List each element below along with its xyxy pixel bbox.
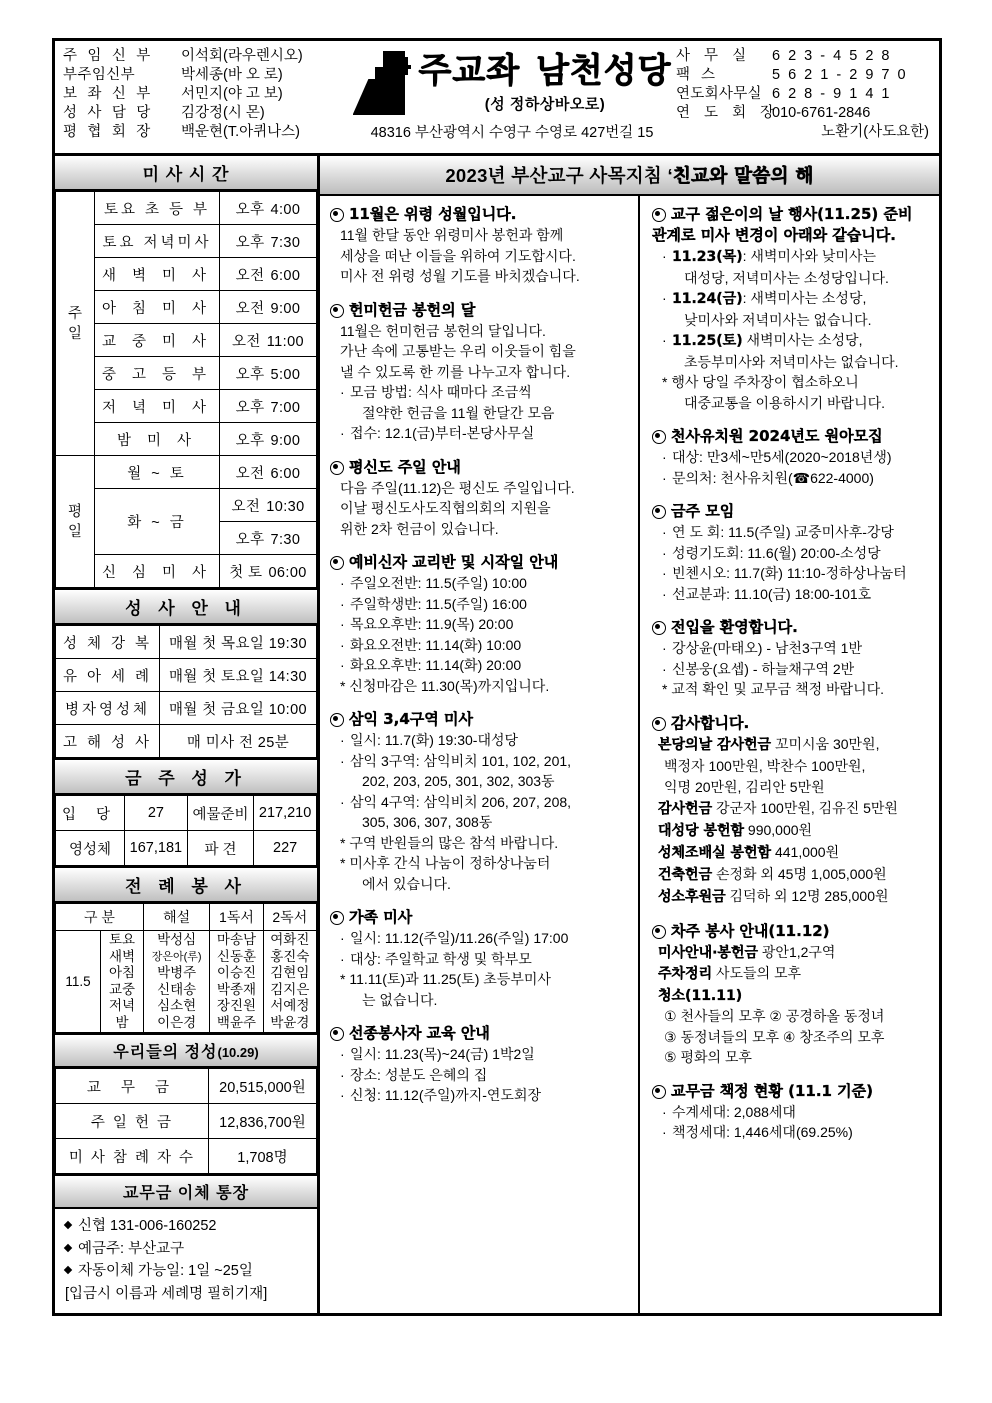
thanks-line: 감사헌금 강군자 100만원, 김유진 5만원 xyxy=(658,799,898,817)
mass-time: 오전 6:00 xyxy=(220,456,317,489)
table-row xyxy=(56,796,317,831)
notice-item xyxy=(652,617,931,700)
sacrament-name: 유 아 세 례 xyxy=(56,659,160,692)
next-week-group: ① 천사들의 모후 ② 공경하올 동정녀 xyxy=(664,1008,885,1024)
left-column xyxy=(55,156,320,1313)
thanks-line: 대성당 봉헌함 990,000원 xyxy=(658,821,813,839)
notice-bullet-cont: 낮미사와 저녁미사는 없습니다. xyxy=(684,311,872,328)
page-title: 2023년 부산교구 사목지침 ‘친교와 말씀의 해 xyxy=(320,156,939,196)
notice-bullet-cont: 는 없습니다. xyxy=(362,991,438,1008)
page-body xyxy=(55,156,939,1313)
notice-item xyxy=(652,204,931,413)
table-row xyxy=(56,626,317,659)
bullseye-bullet-icon xyxy=(330,556,344,570)
mass-name: 토요 저녁미사 xyxy=(95,225,220,258)
sacrament-name: 성 체 강 복 xyxy=(56,626,160,659)
notice-bullet: · 선교분과: 11.10(금) 18:00-101호 xyxy=(662,585,872,602)
table-row xyxy=(56,423,317,456)
church-logo-icon xyxy=(353,49,411,115)
liturgy-col-division: 구 분 xyxy=(56,904,144,931)
contact-label: 팩 스 xyxy=(676,67,719,83)
notice-bullet: · 책정세대: 1,446세대(69.25%) xyxy=(662,1124,853,1140)
mass-name: 신 심 미 사 xyxy=(95,555,220,588)
offering-label: 주 일 헌 금 xyxy=(56,1104,209,1139)
offering-value: 1,708명 xyxy=(208,1139,316,1174)
mass-time: 오후 9:00 xyxy=(220,423,317,456)
next-week-group: ⑤ 평화의 모후 xyxy=(664,1049,752,1065)
notice-line: 다음 주일(11.12)은 평신도 주일입니다. xyxy=(340,479,575,496)
table-row xyxy=(56,324,317,357)
notice-bullet: · 11.25(토) 새벽미사는 소성당, xyxy=(662,332,863,349)
mass-name: 저 녁 미 사 xyxy=(95,390,220,423)
mass-time: 오후 5:00 xyxy=(220,357,317,390)
notice-title: 차주 봉사 안내(11.12) xyxy=(652,921,931,941)
church-title xyxy=(419,51,672,91)
mass-time: 첫 토 06:00 xyxy=(220,555,317,588)
notice-bullet: · 화요오전반: 11.14(화) 10:00 xyxy=(340,636,522,653)
notice-bullet: · 주일학생반: 11.5(주일) 16:00 xyxy=(340,595,527,612)
notice-bullet: · 화요오후반: 11.14(화) 20:00 xyxy=(340,657,522,673)
contact-value: 5 6 2 1 - 2 9 7 0 xyxy=(772,67,908,83)
notice-item xyxy=(330,204,630,287)
page-header xyxy=(55,41,939,156)
right-side xyxy=(320,156,939,1313)
notice-bullet-cont: 에서 있습니다. xyxy=(362,875,451,892)
mass-time: 오전 10:30 xyxy=(220,489,317,522)
notice-title: 전입을 환영합니다. xyxy=(652,617,931,637)
notice-bullet: · 일시: 11.12(주일)/11.26(주일) 17:00 xyxy=(340,930,569,946)
mass-time: 오전 6:00 xyxy=(220,258,317,291)
thanks-line: 성체조배실 봉헌함 441,000원 xyxy=(658,843,840,861)
thanks-line: 건축헌금 손정화 외 45명 1,005,000원 xyxy=(658,865,887,883)
table-row xyxy=(56,291,317,324)
table-row xyxy=(56,1069,317,1104)
notice-line: 미사 전 위령 성월 기도를 바치겠습니다. xyxy=(340,268,580,284)
notice-note: * 미사후 간식 나눔이 정하상나눔터 xyxy=(340,855,551,871)
contact-value: 6 2 3 - 4 5 2 8 xyxy=(772,48,892,64)
hymns-table xyxy=(55,795,317,866)
offering-label: 미 사 참 례 자 수 xyxy=(56,1139,209,1174)
notice-bullet: · 목요오후반: 11.9(목) 20:00 xyxy=(340,616,514,632)
thanks-line: 백정자 100만원, 박찬수 100만원, xyxy=(664,757,866,774)
notice-title: 예비신자 교리반 및 시작일 안내 xyxy=(330,552,630,572)
notices-area xyxy=(320,196,939,1313)
parish-dues-item xyxy=(652,1081,931,1143)
table-row xyxy=(56,931,317,1033)
contact-row xyxy=(676,104,931,123)
sacrament-name: 고 해 성 사 xyxy=(56,725,160,758)
notice-bullet: · 빈첸시오: 11.7(화) 11:10-정하상나눔터 xyxy=(662,565,907,581)
bullseye-bullet-icon xyxy=(652,430,666,444)
diamond-bullet-icon xyxy=(64,1266,72,1274)
hymn-value: 167,181 xyxy=(125,831,188,866)
notice-bullet: · 삼익 3구역: 삼익비치 101, 102, 201, xyxy=(340,752,572,769)
bullseye-bullet-icon xyxy=(330,304,344,318)
table-row xyxy=(56,258,317,291)
offering-label: 교 무 금 xyxy=(56,1069,209,1104)
bulletin-sheet xyxy=(52,38,942,1316)
bullseye-bullet-icon xyxy=(330,208,344,222)
bullseye-bullet-icon xyxy=(652,717,666,731)
bullseye-bullet-icon xyxy=(652,505,666,519)
mass-name: 밤 미 사 xyxy=(95,423,220,456)
staff-row xyxy=(63,47,348,66)
hymn-label: 파 견 xyxy=(187,831,253,866)
notice-bullet: · 연 도 회: 11.5(주일) 교중미사후-강당 xyxy=(662,524,894,540)
notice-bullet: · 성령기도회: 11.6(월) 20:00-소성당 xyxy=(662,544,881,561)
notice-title: 선종봉사자 교육 안내 xyxy=(330,1023,630,1043)
staff-role: 보 좌 신 부 xyxy=(63,86,154,102)
table-row xyxy=(56,692,317,725)
notices-column-middle xyxy=(320,196,640,1313)
staff-name: 이석회(라우렌시오) xyxy=(181,48,303,64)
bullseye-bullet-icon xyxy=(330,713,344,727)
sacraments-heading: 성 사 안 내 xyxy=(55,588,317,625)
notice-note: * 11.11(토)과 11.25(토) 초등부미사 xyxy=(340,971,551,987)
table-row xyxy=(56,831,317,866)
liturgy-service-table xyxy=(55,903,317,1033)
hymn-value: 217,210 xyxy=(254,796,317,831)
sacrament-value: 매 미사 전 25분 xyxy=(160,725,317,758)
next-week-item xyxy=(652,921,931,1068)
staff-list xyxy=(63,47,348,149)
table-row xyxy=(56,456,317,489)
staff-role: 성 사 담 당 xyxy=(63,105,154,121)
liturgy-heading: 전 례 봉 사 xyxy=(55,866,317,903)
church-prefix: 주교좌 xyxy=(418,51,521,91)
diamond-bullet-icon xyxy=(64,1243,72,1251)
notice-bullet: · 문의처: 천사유치원(☎622-4000) xyxy=(662,469,874,486)
liturgy-date: 11.5 xyxy=(56,931,101,1033)
contact-value: 010-6761-2846 xyxy=(772,105,871,121)
notice-bullet: · 접수: 12.1(금)부터-본당사무실 xyxy=(340,425,535,441)
table-row xyxy=(56,1104,317,1139)
notice-title: 삼익 3,4구역 미사 xyxy=(330,709,630,729)
table-row xyxy=(56,555,317,588)
notice-item xyxy=(330,457,630,540)
staff-role: 주 임 신 부 xyxy=(63,48,154,64)
mass-name: 중 고 등 부 xyxy=(95,357,220,390)
bullseye-bullet-icon xyxy=(330,1027,344,1041)
thanks-line: 본당의날 감사헌금 꼬미시움 30만원, xyxy=(658,735,880,753)
notice-bullet: · 모금 방법: 식사 때마다 조금씩 xyxy=(340,384,532,400)
bullseye-bullet-icon xyxy=(652,208,666,222)
notice-bullet: · 대상: 만3세~만5세(2020~2018년생) xyxy=(662,449,892,465)
table-row xyxy=(56,357,317,390)
offering-value: 20,515,000원 xyxy=(208,1069,316,1104)
church-identity xyxy=(348,47,676,149)
table-header-row xyxy=(56,904,317,931)
liturgy-slots: 토요 새벽 아침 교중 저녁 밤 xyxy=(101,931,144,1033)
notice-item xyxy=(652,501,931,604)
mass-time: 오후 4:00 xyxy=(220,192,317,225)
notice-bullet: · 일시: 11.23(목)~24(금) 1박2일 xyxy=(340,1046,535,1062)
next-week-line: 미사안내·봉헌금 광안1,2구역 xyxy=(658,943,836,961)
notice-title: 교구 젊은이의 날 행사(11.25) 준비 xyxy=(652,204,931,224)
notice-bullet: · 대상: 주일학교 학생 및 학부모 xyxy=(340,950,532,967)
sacraments-table xyxy=(55,625,317,758)
notice-line: 위한 2차 헌금이 있습니다. xyxy=(340,520,499,537)
staff-row xyxy=(63,104,348,123)
table-row xyxy=(56,1139,317,1174)
table-row xyxy=(56,489,317,522)
notice-line: 11월 한달 동안 위령미사 봉헌과 함께 xyxy=(340,227,564,243)
mass-name: 토요 초 등 부 xyxy=(95,192,220,225)
account-note: [입금시 이름과 세례명 필히기재] xyxy=(65,1285,268,1302)
notice-bullet: · 11.23(목): 새벽미사와 낮미사는 xyxy=(662,248,876,265)
notice-bullet-cont: 202, 203, 205, 301, 302, 303동 xyxy=(362,773,555,789)
mass-time: 오전 11:00 xyxy=(220,324,317,357)
hymn-value: 27 xyxy=(125,796,188,831)
notice-note: * 구역 반원들의 많은 참석 바랍니다. xyxy=(340,834,559,851)
mass-group-sunday: 주 일 xyxy=(56,192,95,456)
notice-bullet: · 장소: 성분도 은혜의 집 xyxy=(340,1066,488,1083)
table-row xyxy=(56,225,317,258)
notice-line: 이날 평신도사도직협의회의 지원을 xyxy=(340,500,551,516)
account-line: 자동이체 가능일: 1일 ~25일 xyxy=(65,1260,309,1283)
notice-line: 가난 속에 고통받는 우리 이웃들이 힘을 xyxy=(340,343,576,359)
account-heading: 교무금 이체 통장 xyxy=(55,1174,317,1209)
notice-title: 평신도 주일 안내 xyxy=(330,457,630,477)
account-info xyxy=(55,1209,317,1313)
notice-bullet: · 신봉웅(요셉) - 하늘채구역 2반 xyxy=(662,660,855,677)
table-row xyxy=(56,725,317,758)
notice-item xyxy=(330,552,630,696)
sacrament-name: 병자영성체 xyxy=(56,692,160,725)
notice-bullet: · 삼익 4구역: 삼익비치 206, 207, 208, xyxy=(340,793,572,810)
staff-name: 김강정(시 몬) xyxy=(181,105,265,121)
notice-bullet: · 11.24(금): 새벽미사는 소성당, xyxy=(662,290,867,307)
mass-time: 오후 7:30 xyxy=(220,522,317,555)
mass-name: 아 침 미 사 xyxy=(95,291,220,324)
staff-role: 평 협 회 장 xyxy=(63,124,154,140)
church-address: 48316 부산광역시 수영구 수영로 427번길 15 xyxy=(370,125,654,141)
contact-value: 6 2 8 - 9 1 4 1 xyxy=(772,86,892,102)
table-row xyxy=(56,192,317,225)
contact-label: 연도회사무실 xyxy=(676,86,762,102)
notice-bullet: · 신청: 11.12(주일)까지-연도회장 xyxy=(340,1087,542,1103)
thanks-item xyxy=(652,713,931,908)
mass-name: 화 ~ 금 xyxy=(95,489,220,555)
mass-name: 새 벽 미 사 xyxy=(95,258,220,291)
liturgy-col-reading2: 2독서 xyxy=(263,904,316,931)
next-week-line: 주차정리 사도들의 모후 xyxy=(658,965,802,982)
notice-bullet-cont: 대중교통을 이용하시기 바랍니다. xyxy=(684,394,886,411)
notice-item xyxy=(652,426,931,488)
sacrament-value: 매월 첫 금요일 10:00 xyxy=(160,692,317,725)
bullseye-bullet-icon xyxy=(652,621,666,635)
hymn-label: 예물준비 xyxy=(187,796,253,831)
hymn-value: 227 xyxy=(254,831,317,866)
contact-label: 연 도 회 장 xyxy=(676,105,780,121)
bullseye-bullet-icon xyxy=(330,911,344,925)
church-name: 남천성당 xyxy=(536,51,672,91)
bullseye-bullet-icon xyxy=(652,1085,666,1099)
notice-item xyxy=(330,300,630,444)
liturgy-reading2: 여화진 홍진숙 김현임 김지은 서예정 박윤경 xyxy=(263,931,316,1033)
staff-role: 부주임신부 xyxy=(63,67,136,83)
offerings-table xyxy=(55,1068,317,1174)
hymns-heading: 금 주 성 가 xyxy=(55,758,317,795)
thanks-line: 성소후원금 김덕하 외 12명 285,000원 xyxy=(658,887,889,905)
notice-line: 11월은 헌미헌금 봉헌의 달입니다. xyxy=(340,322,546,339)
staff-name: 백운현(T.아퀴나스) xyxy=(181,124,300,140)
mass-name: 월 ~ 토 xyxy=(95,456,220,489)
mass-schedule-heading: 미 사 시 간 xyxy=(55,156,317,191)
sacrament-value: 매월 첫 목요일 19:30 xyxy=(160,626,317,659)
notice-note: * 교적 확인 및 교무금 책정 바랍니다. xyxy=(662,681,885,697)
contact-label: 사 무 실 xyxy=(676,48,752,64)
mass-time: 오후 7:30 xyxy=(220,225,317,258)
notice-title: 천사유치원 2024년도 원아모집 xyxy=(652,426,931,446)
diamond-bullet-icon xyxy=(64,1221,72,1229)
notice-title-cont: 관계로 미사 변경이 아래와 같습니다. xyxy=(652,226,896,244)
notice-bullet: · 주일오전반: 11.5(주일) 10:00 xyxy=(340,575,527,591)
notice-bullet: · 일시: 11.7(화) 19:30-대성당 xyxy=(340,732,519,748)
notice-item xyxy=(330,709,630,894)
notice-bullet: · 강상윤(마태오) - 남천3구역 1반 xyxy=(662,640,862,656)
staff-row xyxy=(63,123,348,142)
notice-title: 헌미헌금 봉헌의 달 xyxy=(330,300,630,320)
contact-list xyxy=(676,47,931,149)
contact-row xyxy=(676,47,931,66)
notice-title: 금주 모임 xyxy=(652,501,931,521)
notice-note: * 행사 당일 주차장이 협소하오니 xyxy=(662,374,859,390)
notice-item xyxy=(330,1023,630,1106)
notice-bullet-cont: 절약한 헌금을 11월 한달간 모음 xyxy=(362,404,555,421)
liturgy-col-reading1: 1독서 xyxy=(210,904,263,931)
staff-row xyxy=(63,85,348,104)
liturgy-col-commentator: 해설 xyxy=(144,904,210,931)
church-patron: (성 정하상바오로) xyxy=(484,96,606,113)
mass-name: 교 중 미 사 xyxy=(95,324,220,357)
staff-name: 박세종(바 오 로) xyxy=(181,67,283,83)
notice-title: 가족 미사 xyxy=(330,907,630,927)
staff-row xyxy=(63,66,348,85)
notice-bullet: · 수계세대: 2,088세대 xyxy=(662,1103,796,1120)
notice-item xyxy=(330,907,630,1010)
notice-bullet-cont: 대성당, 저녁미사는 소성당입니다. xyxy=(684,269,889,286)
mass-time: 오전 9:00 xyxy=(220,291,317,324)
notice-bullet-cont: 305, 306, 307, 308동 xyxy=(362,814,493,830)
next-week-line: 청소(11.11) xyxy=(658,987,743,1004)
liturgy-reading1: 마송남 신동훈 이승진 박종재 장진원 백윤주 xyxy=(210,931,263,1033)
thanks-line: 익명 20만원, 김리안 5만원 xyxy=(664,778,825,795)
offerings-heading: 우리들의 정성(10.29) xyxy=(55,1033,317,1068)
hymn-label: 입 당 xyxy=(56,796,125,831)
notice-bullet-cont: 초등부미사와 저녁미사는 없습니다. xyxy=(684,353,899,370)
notice-title: 11월은 위령 성월입니다. xyxy=(330,204,630,224)
account-line: 예금주: 부산교구 xyxy=(65,1238,309,1261)
contact-signature: 노환기(사도요한) xyxy=(821,124,929,140)
notice-note: * 신청마감은 11.30(목)까지입니다. xyxy=(340,677,550,694)
contact-row xyxy=(676,85,931,104)
bullseye-bullet-icon xyxy=(330,461,344,475)
notice-title: 교무금 책정 현황 (11.1 기준) xyxy=(652,1081,931,1101)
staff-name: 서민지(야 고 보) xyxy=(181,86,283,102)
table-row xyxy=(56,390,317,423)
notices-column-right xyxy=(640,196,939,1313)
next-week-group: ③ 동정녀들의 모후 ④ 창조주의 모후 xyxy=(664,1028,885,1045)
notice-line: 낼 수 있도록 한 끼를 나누고자 합니다. xyxy=(340,363,571,380)
notice-line: 세상을 떠난 이들을 위하여 기도합시다. xyxy=(340,247,576,264)
mass-time: 오후 7:00 xyxy=(220,390,317,423)
account-line: 신협 131-006-160252 xyxy=(65,1215,309,1238)
bullseye-bullet-icon xyxy=(652,925,666,939)
hymn-label: 영성체 xyxy=(56,831,125,866)
table-row xyxy=(56,659,317,692)
mass-group-weekday: 평 일 xyxy=(56,456,95,588)
contact-row xyxy=(676,66,931,85)
liturgy-commentators: 박성심 장은아(루) 박병주 신태송 심소현 이은경 xyxy=(144,931,210,1033)
sacrament-value: 매월 첫 토요일 14:30 xyxy=(160,659,317,692)
mass-schedule-table xyxy=(55,191,317,588)
notice-title: 감사합니다. xyxy=(652,713,931,733)
offering-value: 12,836,700원 xyxy=(208,1104,316,1139)
